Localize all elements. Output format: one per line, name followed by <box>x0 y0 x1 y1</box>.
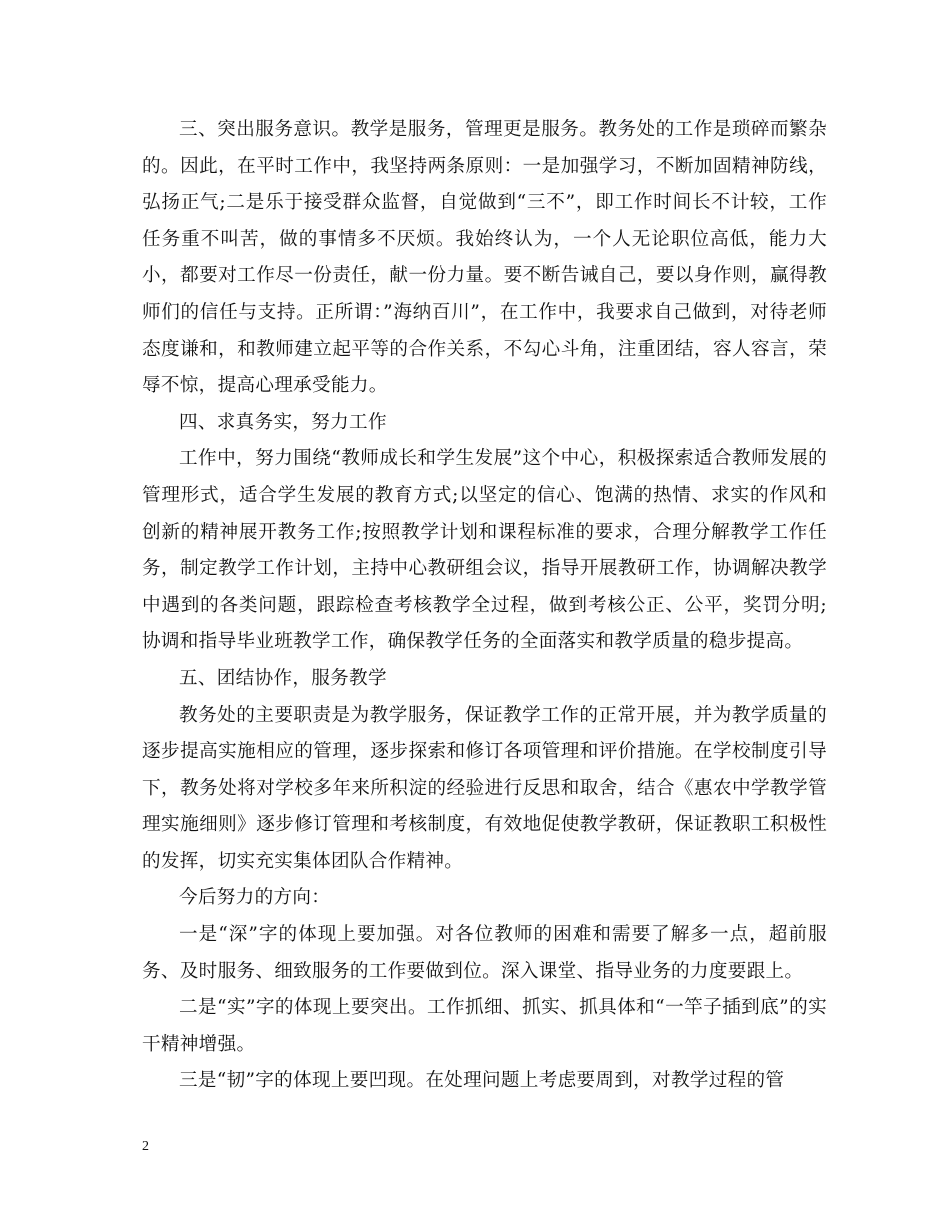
heading-section-four: 四、求真务实，努力工作 <box>179 411 387 433</box>
heading-future-direction: 今后努力的方向： <box>179 887 331 909</box>
paragraph-direction-one: 一是“深”字的体现上要加强。对各位教师的困难和需要了解多一点，超前服务、及时服务、细致服务的工作要做到位。深入课堂、指导业务的力度要跟上。 <box>142 924 827 982</box>
paragraph-direction-two: 二是“实”字的体现上要突出。工作抓细、抓实、抓具体和“一竿子插到底”的实干精神增强。 <box>142 997 827 1055</box>
paragraph-section-four: 工作中，努力围绕“教师成长和学生发展”这个中心，积极探索适合教师发展的管理形式，适合学生发展的教育方式;以坚定的信心、饱满的热情、求实的作风和创新的精神展开教务工作;按照教学计划和课程标准的要求，合理分解教学工作任务，制定教学工作计划，主持中心教研组会议，指导开展教研工作，协调解决教学中遇到的各类问题，跟踪检查考核教学全过程，做到考核公正、公平，奖罚分明;协调和指导毕业班教学工作，确保教学任务的全面落实和教学质量的稳步提高。 <box>142 448 827 653</box>
document-body <box>142 112 827 1100</box>
page-number: 2 <box>142 1139 149 1154</box>
paragraph-section-five: 教务处的主要职责是为教学服务，保证教学工作的正常开展，并为教学质量的逐步提高实施相应的管理，逐步探索和修订各项管理和评价措施。在学校制度引导下，教务处将对学校多年来所积淀的经验进行反思和取舍，结合《惠农中学教学管理实施细则》逐步修订管理和考核制度，有效地促使教学教研，保证教职工积极性的发挥，切实充实集体团队合作精神。 <box>142 704 827 872</box>
heading-section-five: 五、团结协作，服务教学 <box>179 667 387 689</box>
paragraph-section-three: 三、突出服务意识。教学是服务，管理更是服务。教务处的工作是琐碎而繁杂的。因此，在平时工作中，我坚持两条原则：一是加强学习，不断加固精神防线，弘扬正气;二是乐于接受群众监督，自觉做到“三不”，即工作时间长不计较，工作任务重不叫苦，做的事情多不厌烦。我始终认为，一个人无论职位高低，能力大小，都要对工作尽一份责任，献一份力量。要不断告诫自己，要以身作则，赢得教师们的信任与支持。正所谓：”海纳百川”，在工作中，我要求自己做到，对待老师态度谦和，和教师建立起平等的合作关系，不勾心斗角，注重团结，容人容言，荣辱不惊，提高心理承受能力。 <box>142 119 828 397</box>
paragraph-direction-three: 三是“韧”字的体现上要凹现。在处理问题上考虑要周到，对教学过程的管 <box>179 1070 785 1092</box>
